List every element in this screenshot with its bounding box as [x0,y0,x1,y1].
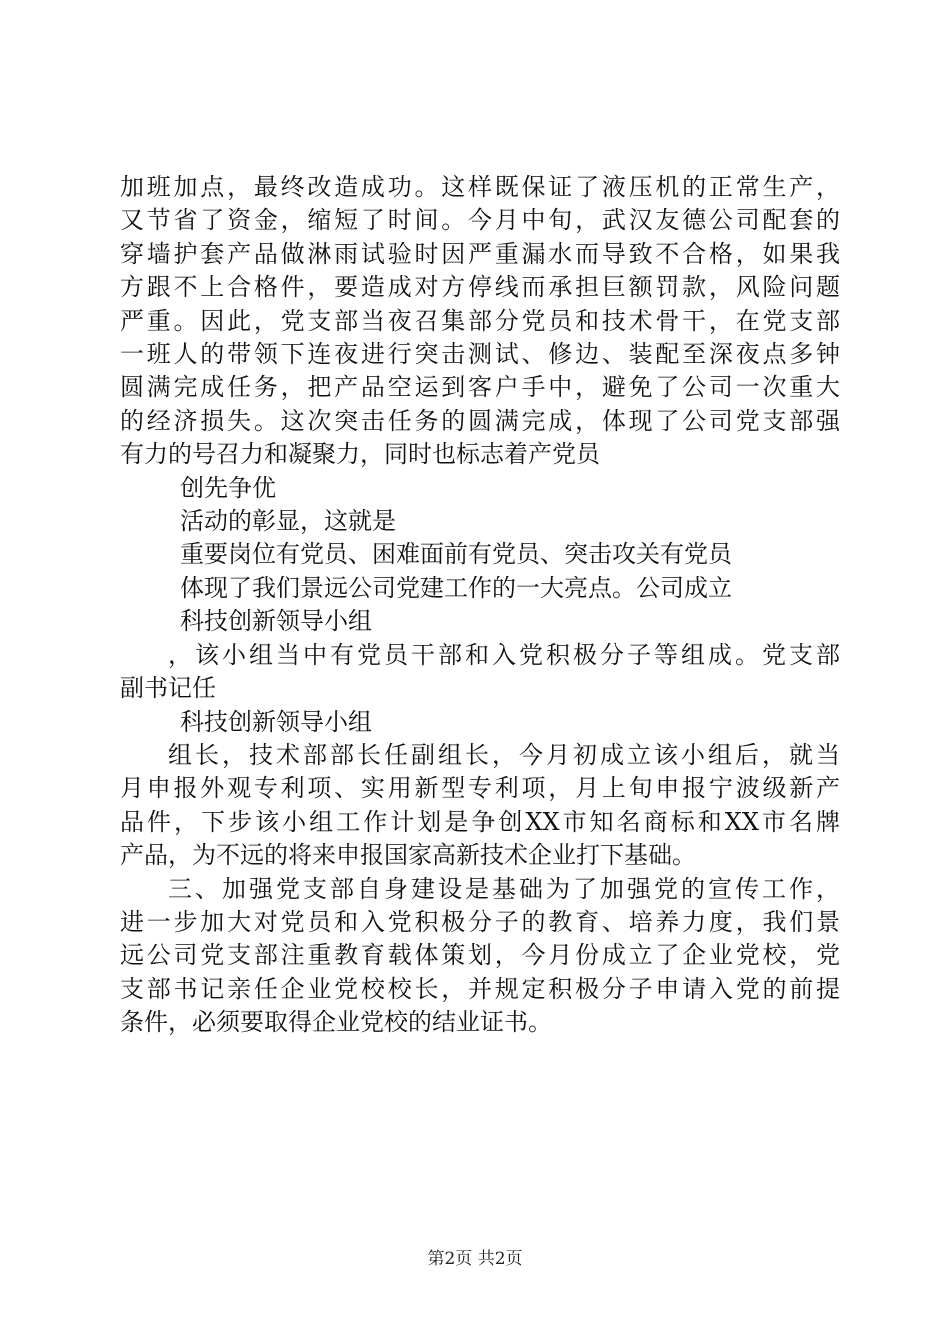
text-line: 组长，技术部部长任副组长，今月初成立该小组后，就当 [168,740,840,769]
text-line: 品件，下步该小组工作计划是争创XX市知名商标和XX市名牌 [120,807,840,836]
text-line: 体现了我们景远公司党建工作的一大亮点。公司成立 [180,573,732,602]
text-line: 月申报外观专利项、实用新型专利项，月上旬申报宁波级新产 [120,774,840,803]
text-line: 重要岗位有党员、困难面前有党员、突击攻关有党员 [180,540,732,569]
text-line: 严重。因此，党支部当夜召集部分党员和技术骨干，在党支部 [120,306,840,335]
text-line: 科技创新领导小组 [180,607,372,636]
text-line: 方跟不上合格件，要造成对方停线而承担巨额罚款，风险问题 [120,273,840,302]
text-line: 条件，必须要取得企业党校的结业证书。 [120,1008,552,1037]
text-line: 圆满完成任务，把产品空运到客户手中，避免了公司一次重大 [120,373,840,402]
text-line: 一班人的带领下连夜进行突击测试、修边、装配至深夜点多钟 [120,340,840,369]
text-line: 远公司党支部注重教育载体策划，今月份成立了企业党校，党 [120,941,840,970]
text-line: 产品，为不远的将来申报国家高新技术企业打下基础。 [120,841,696,870]
text-line: 进一步加大对党员和入党积极分子的教育、培养力度，我们景 [120,907,840,936]
text-line: 三、加强党支部自身建设是基础为了加强党的宣传工作， [168,874,840,903]
text-line: 副书记任 [120,674,216,703]
text-line: ，该小组当中有党员干部和入党积极分子等组成。党支部 [168,640,840,669]
body-text [120,171,840,1040]
text-line: 穿墙护套产品做淋雨试验时因严重漏水而导致不合格，如果我 [120,239,840,268]
text-line: 支部书记亲任企业党校校长，并规定积极分子申请入党的前提 [120,974,840,1003]
page-number: 第2页 共2页 [427,1249,523,1269]
text-line: 有力的号召力和凝聚力，同时也标志着产党员 [120,440,600,469]
text-line: 创先争优 [180,473,276,502]
text-line: 科技创新领导小组 [180,707,372,736]
text-line: 活动的彰显，这就是 [180,507,396,536]
text-line: 又节省了资金，缩短了时间。今月中旬，武汉友德公司配套的 [120,206,840,235]
text-line: 的经济损失。这次突击任务的圆满完成，体现了公司党支部强 [120,406,840,435]
text-line: 加班加点，最终改造成功。这样既保证了液压机的正常生产， [120,173,840,201]
